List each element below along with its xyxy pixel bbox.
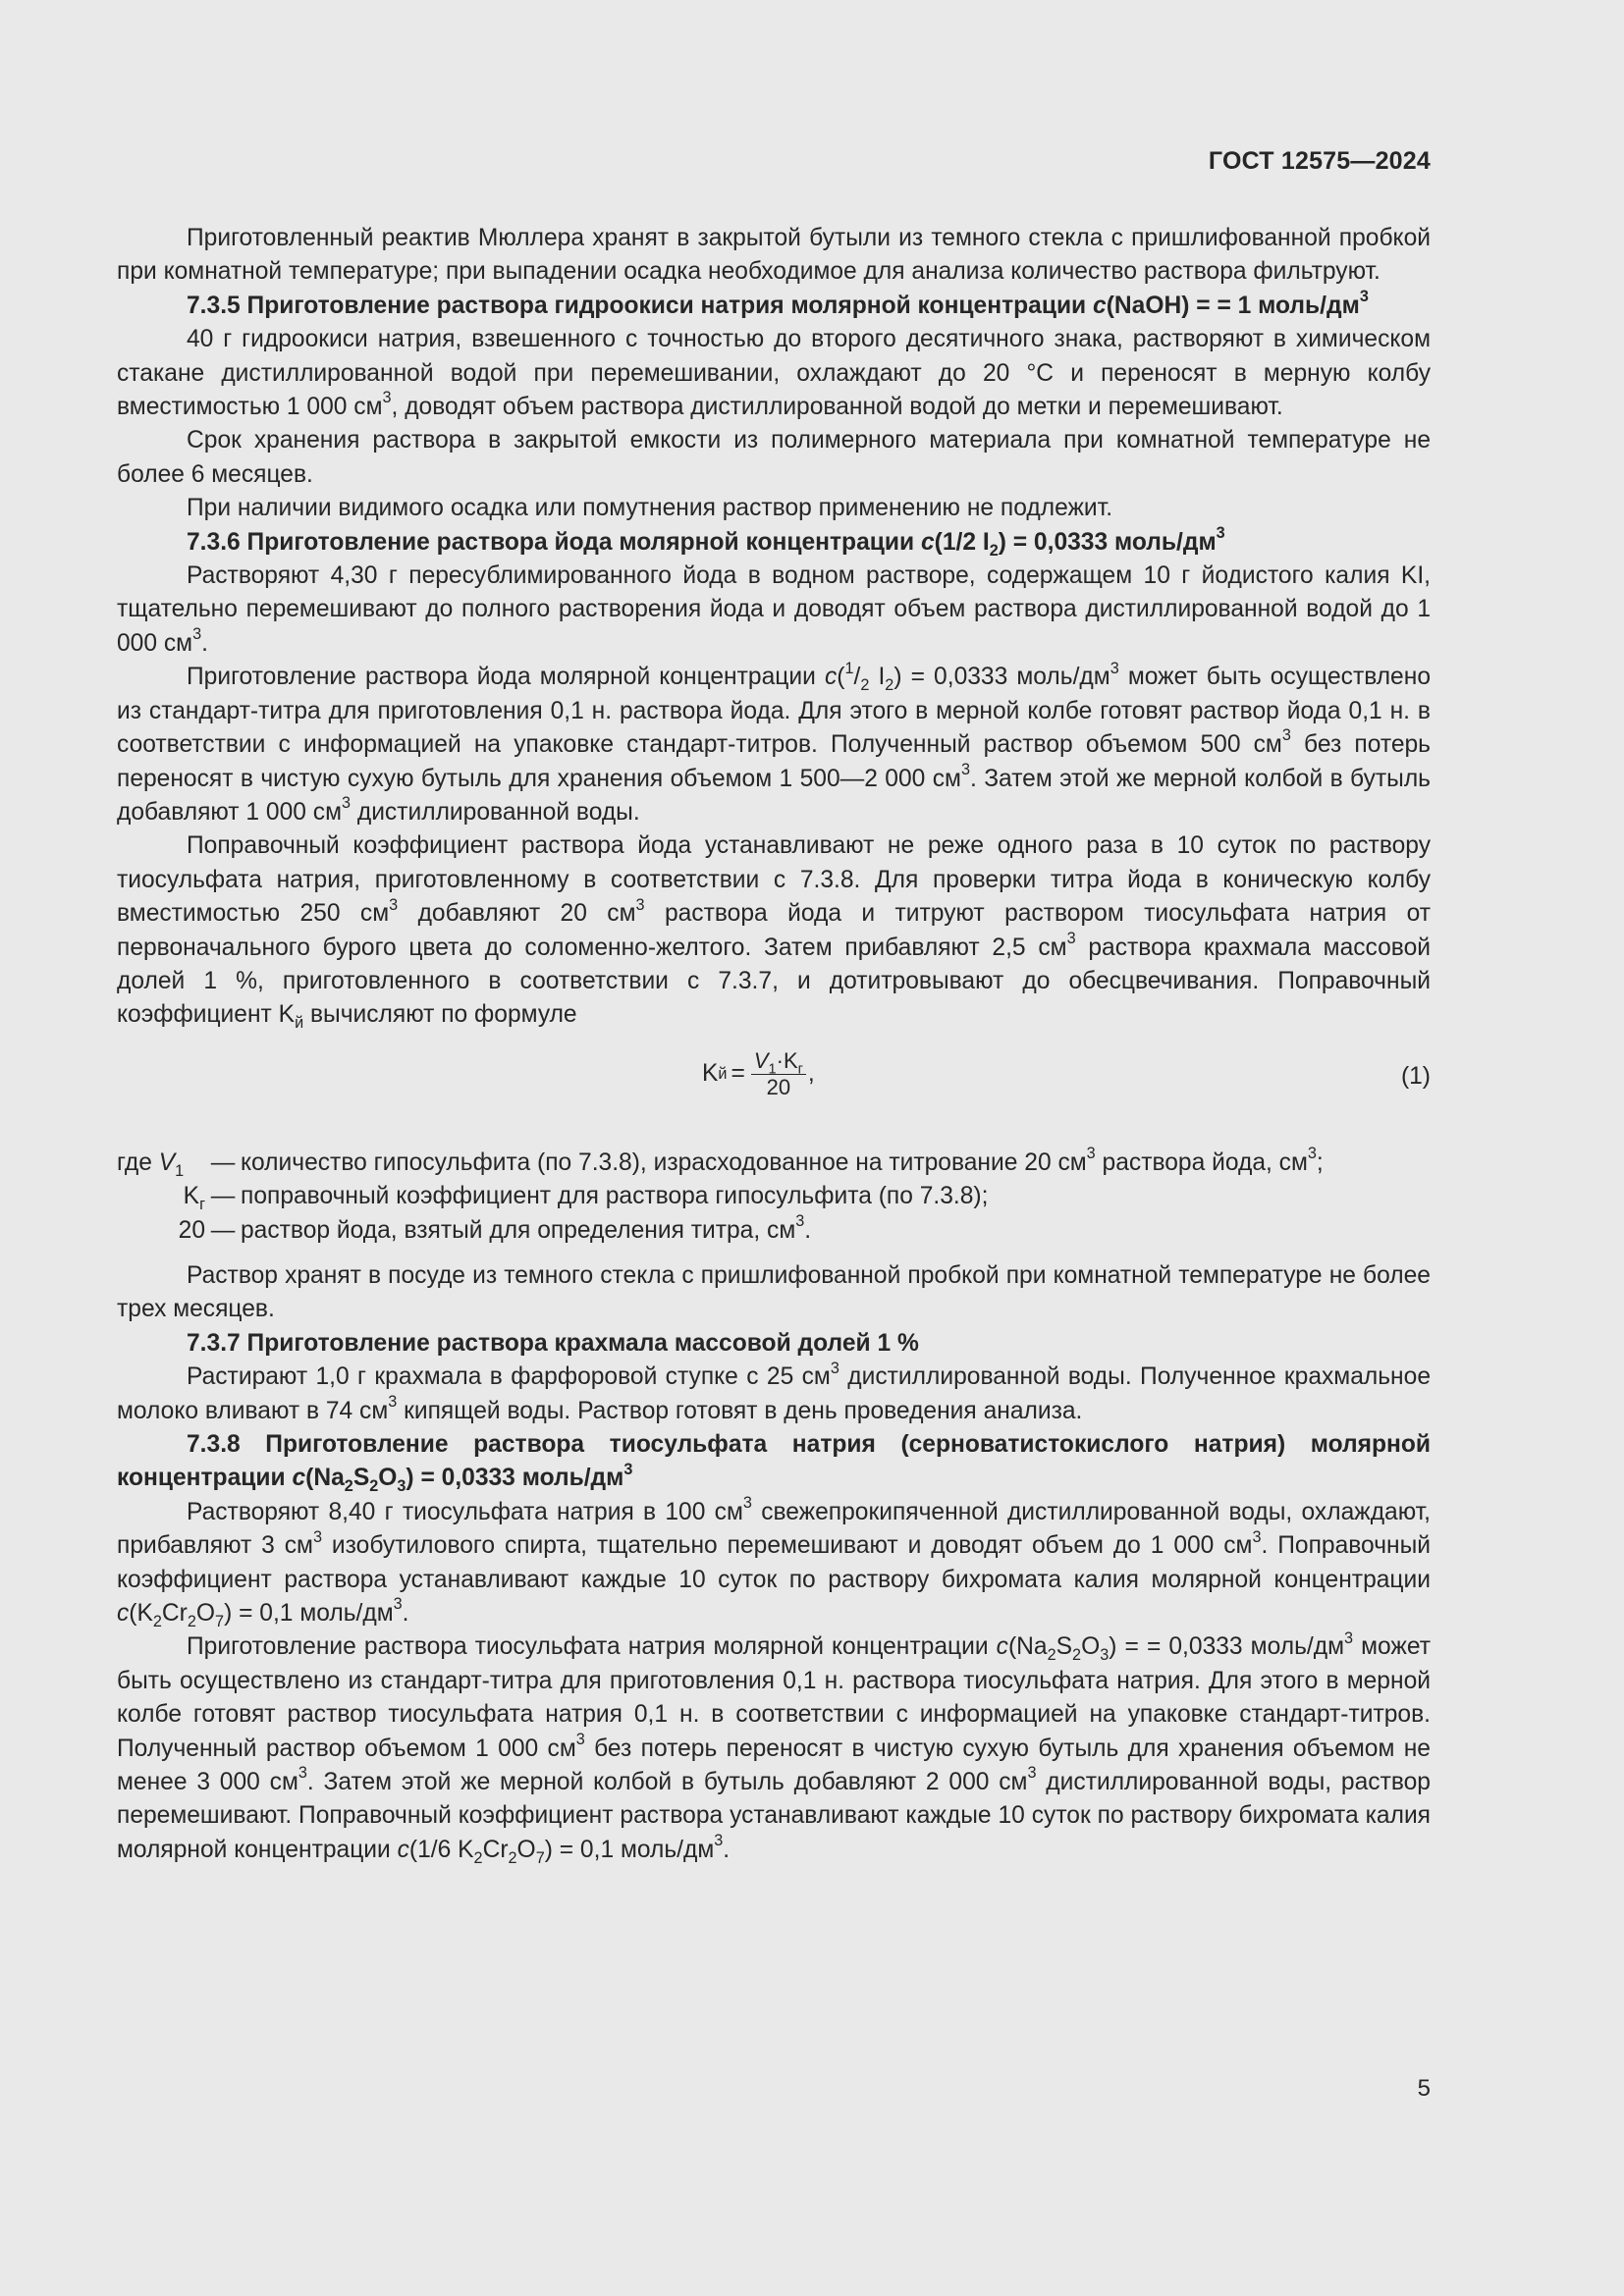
formula-fraction [751, 1048, 806, 1100]
formula-1 [117, 1042, 1431, 1135]
paragraph-naoh-shelf-life: Срок хранения раствора в закрытой емкости из полимерного материала при комнатной температуре не более 6 месяцев. [117, 427, 1431, 488]
section-7-3-8-heading: 7.3.8 Приготовление раствора тиосульфата натрия (серноватистокислого натрия) молярной концентрации $c(Na_2S_2O_3) = 0,0333$ моль/$дм^3$ [117, 1431, 1431, 1496]
legend-item-20: 20 — раствор йода, взятый для определения титра, $см^3$. [178, 1211, 812, 1244]
legend-item-v1: где $V_1$ — количество гипосульфита (по 7.3.8), израсходованное на титрование 20 $см^3$ раствора йода, $см^3$; [117, 1145, 1324, 1180]
paragraph-mueller-storage: Приготовленный реактив Мюллера хранят в закрытой бутыли из темного стекла с пришлифованной пробкой при комнатной температуре; при выпадении осадка необходимое для анализа количество раствора фильтруют. [117, 225, 1431, 286]
page-number: 5 [1417, 2075, 1431, 2102]
paragraph-starch-preparation: Растирают 1,0 г крахмала в фарфоровой ступке с 25 $см^3$ дистиллированной воды. Полученное крахмальное молоко вливают в 74 $см^3$ кипящей воды. Раствор готовят в день проведения анализа. [117, 1359, 1431, 1424]
formula-denominator: 20 [766, 1074, 791, 1099]
paragraph-iodine-correction-factor: Поправочный коэффициент раствора йода устанавливают не реже одного раза в 10 суток по раствору тиосульфата натрия, приготовленному в соответствии с 7.3.8. Для проверки титра йода в коническую колбу вместимостью 250 $см^3$ добавляют 20 $см^3$ раствора йода и титруют раствором тиосульфата натрия от первоначального бурого цвета до соломенно-желтого. Затем прибавляют 2,5 $см^3$ раствора крахмала массовой долей 1 %, приготовленного в соответствии с 7.3.7, и дотитровывают до обесцвечивания. Поправочный коэффициент $K_й$ вычисляют по формуле [117, 832, 1432, 1033]
formula-number: (1) [1400, 1062, 1431, 1090]
standard-header: ГОСТ 12575—2024 [1208, 147, 1431, 175]
formula-numerator: $V_1\cdot K_г$ [751, 1048, 806, 1075]
section-7-3-6-heading: 7.3.6 Приготовление раствора йода молярной концентрации c(1/2 $I_2) = 0,0333$ моль/$дм^3$ [187, 524, 1225, 560]
paragraph-iodine-storage: Раствор хранят в посуде из темного стекла с пришлифованной пробкой при комнатной температуре не более трех месяцев. [117, 1261, 1431, 1323]
section-7-3-5-heading: 7.3.5 Приготовление раствора гидроокиси натрия молярной концентрации c(NaOH) = = 1 моль/$дм^3$ [187, 288, 1369, 319]
page-content [117, 222, 1431, 1867]
formula-expression: K й = $\frac{V_1\cdot K_г}{20}$ , [702, 1047, 815, 1099]
paragraph-thiosulfate-dissolve: Растворяют 8,40 г тиосульфата натрия в 100 $см^3$ свежепрокипяченной дистиллированной воды, охлаждают, прибавляют 3 $см^3$ изобутилового спирта, тщательно перемешивают и доводят объем до 1 000 $см^3$. Поправочный коэффициент раствора устанавливают каждые 10 суток по раствору бихромата калия молярной концентрации $c(K_2Cr_2O_7) = 0,1$ моль/$дм^3$. [117, 1494, 1431, 1630]
paragraph-thiosulfate-standard-titre: Приготовление раствора тиосульфата натрия молярной концентрации $c(Na_2S_2O_3)$ = = 0,0333 моль/$дм^3$ может быть осуществлено из стандарт-титра для приготовления 0,1 н. раствора тиосульфата натрия. Для этого в мерной колбе готовят раствор тиосульфата натрия 0,1 н. в соответствии с информацией на упаковке стандарт-титров. Полученный раствор объемом 1 000 $см^3$ без потерь переносят в чистую сухую бутыль для хранения объемом не менее 3 000 $см^3$. Затем этой же мерной колбой в бутыль добавляют 2 000 $см^3$ дистиллированной воды, раствор перемешивают. Поправочный коэффициент раствора устанавливают каждые 10 суток по раствору бихромата калия молярной концентрации c(1/6 $K_2Cr_2O_7) = 0,1$ моль/$дм^3$. [117, 1629, 1431, 1867]
paragraph-naoh-preparation: 40 г гидроокиси натрия, взвешенного с точностью до второго десятичного знака, растворяют в химическом стакане дистиллированной водой при перемешивании, охлаждают до 20 °С и переносят в мерную колбу вместимостью 1 000 $см^3$, доводят объем раствора дистиллированной водой до метки и перемешивают. [117, 326, 1431, 421]
section-7-3-7-heading: 7.3.7 Приготовление раствора крахмала массовой долей 1 % [187, 1329, 919, 1357]
paragraph-iodine-dissolve: Растворяют 4,30 г пересублимированного йода в водном растворе, содержащем 10 г йодистого калия KI, тщательно перемешивают до полного растворения йода и доводят объем раствора дистиллированной водой до 1 000 $см^3$. [117, 562, 1431, 657]
paragraph-naoh-sediment: При наличии видимого осадка или помутнения раствор применению не подлежит. [187, 495, 1113, 522]
legend-item-kg: $K_г$ — поправочный коэффициент для раствора гипосульфита (по 7.3.8); [183, 1183, 989, 1214]
formula-legend [117, 1147, 1431, 1248]
paragraph-iodine-standard-titre: Приготовление раствора йода молярной концентрации $c(^1/_2$ $I_2) = 0,0333$ моль/$дм^3$ может быть осуществлено из стандарт-титра для приготовления 0,1 н. раствора йода. Для этого в мерной колбе готовят раствор йода 0,1 н. в соответствии с информацией на упаковке стандарт-титров. Полученный раствор объемом 500 $см^3$ без потерь переносят в чистую сухую бутыль для хранения объемом 1 500—2 000 $см^3$. Затем этой же мерной колбой в бутыль добавляют 1 000 $см^3$ дистиллированной воды. [117, 659, 1431, 826]
